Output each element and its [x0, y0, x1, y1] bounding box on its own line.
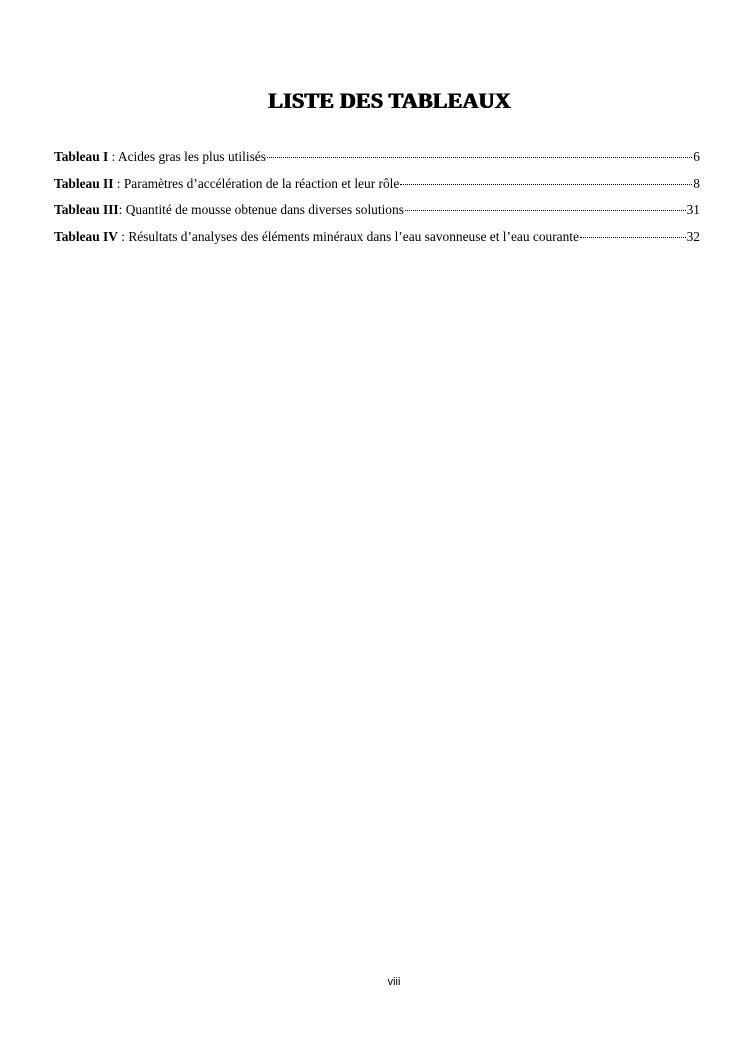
toc-entry-number: Tableau IV [54, 228, 118, 244]
dot-leader [580, 237, 686, 238]
toc-entry-page: 8 [693, 175, 700, 191]
toc-entry-label [54, 147, 266, 167]
dot-leader [267, 157, 692, 158]
toc-entry-separator: : [113, 175, 124, 191]
table-list [54, 147, 700, 253]
toc-entry-number: Tableau III [54, 202, 119, 217]
toc-entry-title: Quantité de mousse obtenue dans diverses solutions [125, 202, 404, 217]
toc-entry-label [54, 200, 404, 220]
page-title: LISTE DES TABLEAUX [267, 88, 511, 113]
toc-entry-label [54, 227, 579, 247]
toc-entry-separator: : [108, 149, 118, 164]
toc-entry-separator: : [118, 202, 126, 217]
toc-entry-tableau-3[interactable] [54, 200, 700, 227]
toc-entry-label [54, 174, 399, 194]
toc-entry-title: Paramètres d’accélération de la réaction et leur rôle [123, 175, 400, 191]
toc-entry-number: Tableau I [54, 149, 109, 164]
dot-leader [400, 184, 692, 185]
toc-entry-separator: : [117, 228, 129, 244]
toc-entry-number: Tableau II [54, 175, 114, 191]
toc-entry-title: Résultats d’analyses des éléments minéraux dans l’eau savonneuse et l’eau courante [128, 228, 579, 244]
toc-entry-tableau-1[interactable] [54, 147, 700, 174]
toc-entry-title: Acides gras les plus utilisés [117, 149, 266, 164]
toc-entry-tableau-4[interactable] [54, 227, 700, 254]
page-number: viii [387, 976, 401, 988]
toc-entry-page: 31 [686, 202, 700, 217]
toc-entry-tableau-2[interactable] [54, 174, 700, 201]
toc-entry-page: 32 [686, 228, 700, 244]
dot-leader [405, 210, 686, 211]
toc-entry-page: 6 [693, 149, 700, 164]
